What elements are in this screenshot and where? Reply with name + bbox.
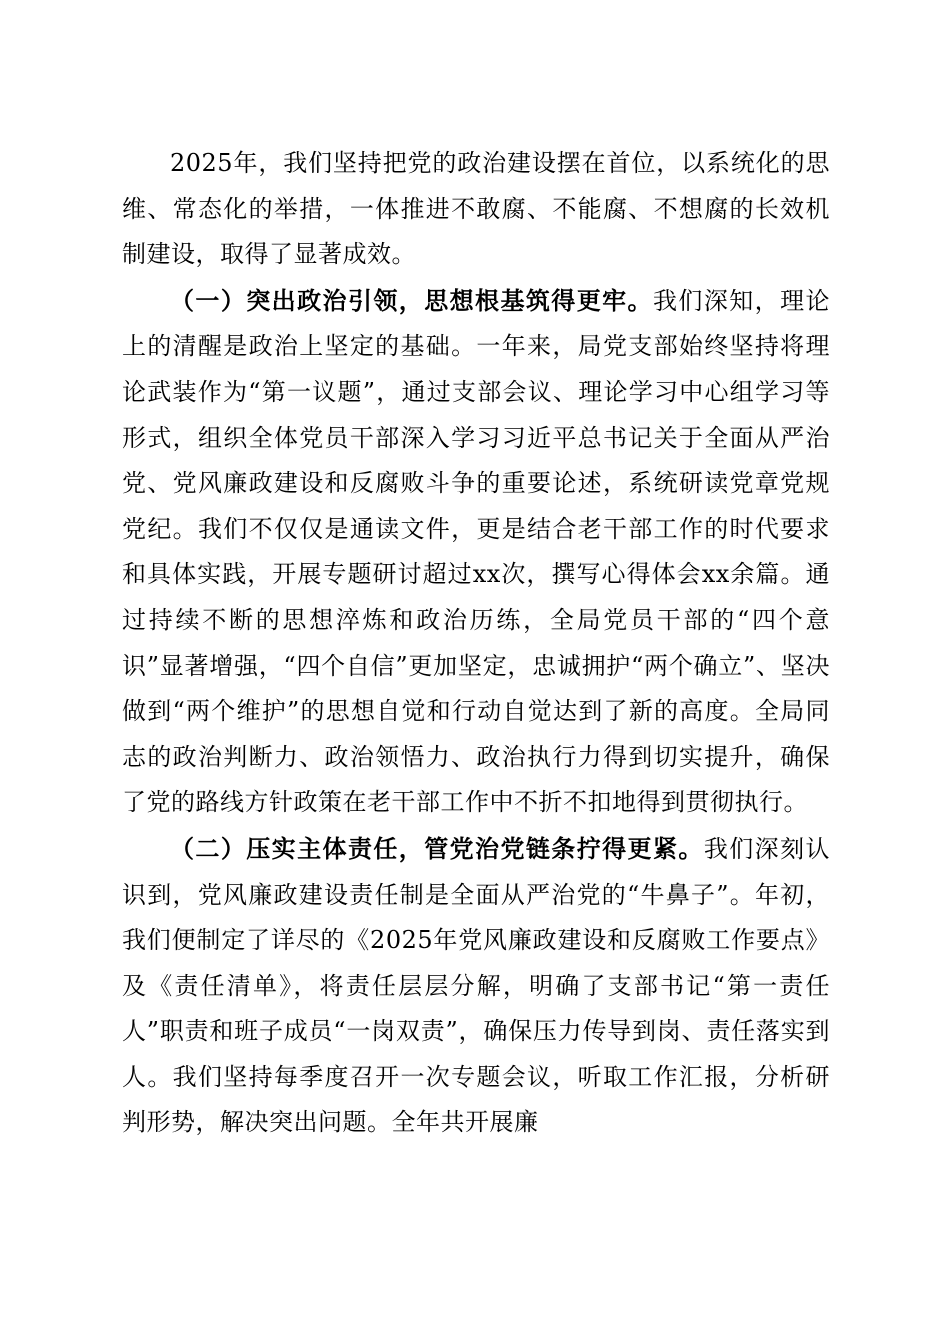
section-2-text: 我们深刻认识到，党风廉政建设责任制是全面从严治党的“牛鼻子”。年初，我们便制定了详尽的《2025年党风廉政建设和反腐败工作要点》及《责任清单》，将责任层层分解，明确了支部书记“第一责任人”职责和班子成员“一岗双责”，确保压力传导到岗、责任落实到人。我们坚持每季度召开一次专题会议，听取工作汇报，分析研判形势，解决突出问题。全年共开展廉 xyxy=(122,834,831,1137)
section-1-heading: （一）突出政治引领，思想根基筑得更牢。 xyxy=(170,285,653,315)
section-2-paragraph xyxy=(122,826,830,1146)
intro-text: 2025年，我们坚持把党的政治建设摆在首位，以系统化的思维、常态化的举措，一体推进不敢腐、不能腐、不想腐的长效机制建设，取得了显著成效。 xyxy=(122,149,830,269)
intro-paragraph xyxy=(122,141,830,278)
section-2-heading: （二）压实主体责任，管党治党链条拧得更紧。 xyxy=(170,833,704,863)
document-body xyxy=(122,141,830,1146)
section-1-text: 我们深知，理论上的清醒是政治上坚定的基础。一年来，局党支部始终坚持将理论武装作为“第一议题”，通过支部会议、理论学习中心组学习等形式，组织全体党员干部深入学习习近平总书记关于全面从严治党、党风廉政建设和反腐败斗争的重要论述，系统研读党章党规党纪。我们不仅仅是通读文件，更是结合老干部工作的时代要求和具体实践，开展专题研讨超过xx次，撰写心得体会xx余篇。通过持续不断的思想淬炼和政治历练，全局党员干部的“四个意识”显著增强，“四个自信”更加坚定，忠诚拥护“两个确立”、坚决做到“两个维护”的思想自觉和行动自觉达到了新的高度。全局同志的政治判断力、政治领悟力、政治执行力得到切实提升，确保了党的路线方针政策在老干部工作中不折不扣地得到贯彻执行。 xyxy=(122,286,831,817)
section-1-paragraph xyxy=(122,278,830,826)
